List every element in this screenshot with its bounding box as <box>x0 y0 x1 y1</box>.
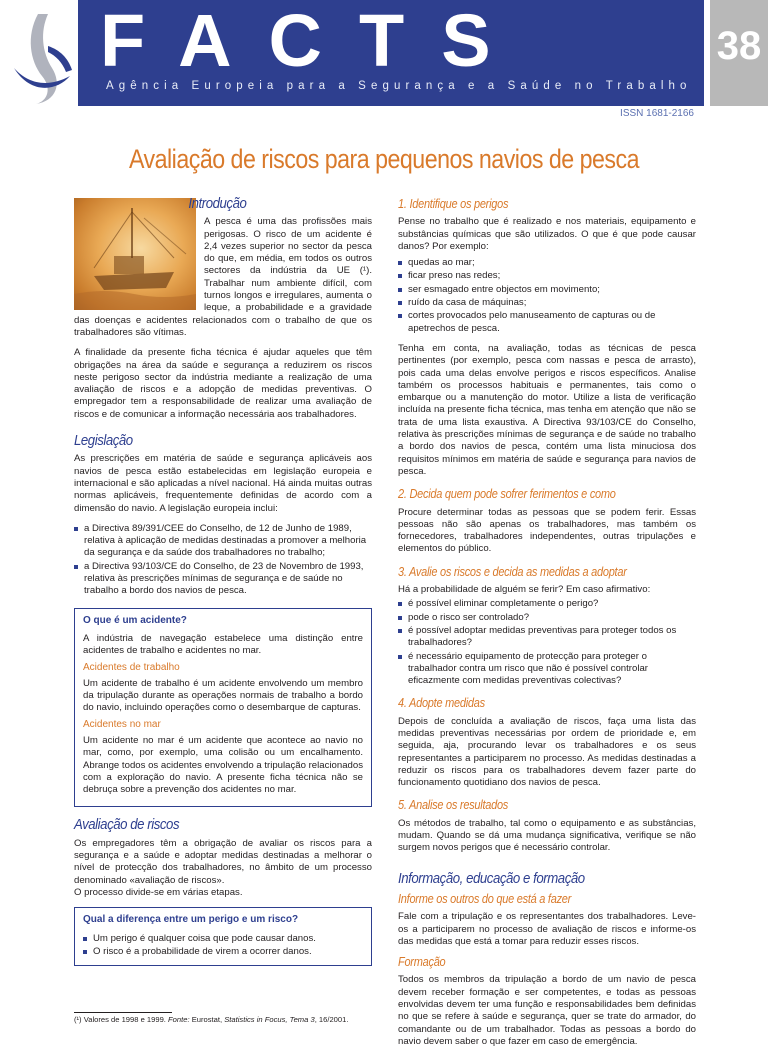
step-3-paragraph: Há a probabilidade de alguém se ferir? Em caso afirmativo: <box>398 584 651 596</box>
factsheet-number: 38 <box>716 24 762 68</box>
box-subheading: Acidentes no mar <box>83 718 161 730</box>
box-title: O que é um acidente? <box>83 614 187 626</box>
step-2-heading: 2. Decida quem pode sofrer ferimentos e como <box>398 487 616 502</box>
training-subheading: Formação <box>398 955 446 970</box>
risk-assessment-paragraph: O processo divide-se em várias etapas. <box>74 886 243 898</box>
box-title: Qual a diferença entre um perigo e um risco? <box>83 914 299 926</box>
bullet-icon <box>398 314 402 318</box>
hazard-risk-list <box>83 933 363 959</box>
inform-others-paragraph: Fale com a tripulação e os representantes dos trabalhadores. Leve-os a participarem no processo de avaliação de riscos e informe-os das medidas que está a tomar para reduzir esses riscos. <box>398 911 696 947</box>
bullet-icon <box>74 527 78 531</box>
step-2-paragraph: Procure determinar todas as pessoas que se podem ferir. Essas pessoas não são apenas os trabalhadores, mas também os fornecedores, trabalhadores independentes, outras tripulações e elementos do público. <box>398 506 696 555</box>
bullet-icon <box>398 629 402 633</box>
bullet-icon <box>83 950 87 954</box>
factsheet-number-box <box>710 0 768 106</box>
bullet-icon <box>398 261 402 265</box>
training-paragraph: Todos os membros da tripulação a bordo de um navio de pesca devem receber formação e ser competentes, e todas as pessoas envolvidas devem ter uma função e responsabilidades bem definidas no que se refere à saúde e segurança, quer se trate do armador, do comandante ou de um trabalhador. Todas as pessoas a bordo do navio devem saber o que fazer em caso de emergência. <box>398 974 696 1047</box>
information-heading: Informação, educação e formação <box>398 869 585 887</box>
bullet-icon <box>398 288 402 292</box>
list-item: ser esmagado entre objectos em movimento; <box>398 284 696 296</box>
box-subheading: Acidentes de trabalho <box>83 661 180 673</box>
banner-subtitle: Agência Europeia para a Segurança e a Saúde no Trabalho <box>106 80 692 92</box>
intro-paragraph-1: A pesca é uma das profissões mais perigosas. O risco de um acidente é 2,4 vezes superior no sector da pesca do que, em média, em todos os outros sectores da indústria da UE (¹). Trabalhar num ambiente difícil, com turnos longos e irregulares, aumenta o leque, a probabilidade e a gravidade das doenças e acidentes relacionados com o trabalho de que os trabalhadores são vítimas. <box>74 216 372 338</box>
step-4-paragraph: Depois de concluída a avaliação de riscos, faça uma lista das medidas preventivas necessárias por ordem de prioridade e, em seguida, aja, procurando levar os trabalhadores e os seus representantes a participarem no processo. As medidas destinadas a reduzir os riscos para os trabalhadores devem fazer parte do funcionamento quotidiano dos navios de pesca. <box>398 715 696 789</box>
hazard-risk-box <box>74 907 372 966</box>
right-column <box>398 198 696 1056</box>
fishing-boat-icon <box>74 198 196 310</box>
box-paragraph: Um acidente no mar é um acidente que acontece ao navio no mar, como, por exemplo, uma colisão ou um encalhamento. Abrange todos os acidentes envolvendo a tripulação relacionados com a exploração do navio. A presente ficha técnica não se debruça sobre a prevenção dos acidentes no mar. <box>83 734 364 796</box>
step-4-heading: 4. Adopte medidas <box>398 696 485 711</box>
fishing-boat-photo <box>74 198 196 310</box>
legislation-paragraph: As prescrições em matéria de saúde e segurança aplicáveis aos navios de pesca estão estabelecidas em legislação europeia e internacional e são aplicadas a nível nacional. Há ainda muitas outras normas aplicáveis, frequentemente definidas de acordo com a dimensão do navio. A legislação europeia inclui: <box>74 453 372 514</box>
agency-logo-icon <box>8 6 82 106</box>
box-paragraph: Um acidente de trabalho é um acidente envolvendo um membro da tripulação durante as operações normais de trabalho a bordo do navio, incluindo operações como o desembarque de capturas. <box>83 677 363 714</box>
bullet-icon <box>74 565 78 569</box>
box-paragraph: A indústria de navegação estabelece uma distinção entre acidentes de trabalho e acidentes no mar. <box>83 632 363 657</box>
legislation-heading: Legislação <box>74 432 133 450</box>
step-1-heading: 1. Identifique os perigos <box>398 197 509 211</box>
step-1-paragraph: Pense no trabalho que é realizado e nos materiais, equipamento e substâncias químicas que são utilizados. O que é que pode causar danos? Por exemplo: <box>398 216 696 252</box>
step-5-heading: 5. Analise os resultados <box>398 798 509 813</box>
list-item: a Directiva 89/391/CEE do Conselho, de 12 de Junho de 1989, relativa à aplicação de medidas destinadas a promover a melhoria da segurança e da saúde dos trabalhadores no trabalho; <box>74 523 372 560</box>
issn-label: ISSN 1681-2166 <box>620 108 694 119</box>
footnote-rule <box>74 1012 172 1013</box>
list-item: é necessário equipamento de protecção para proteger o trabalhador contra um risco que não é possível controlar eficazmente com medidas preventivas colectivas? <box>398 651 696 688</box>
list-item: ruído da casa de máquinas; <box>398 297 696 309</box>
banner-title: FACTS <box>100 0 528 82</box>
left-column <box>74 195 372 978</box>
bullet-icon <box>398 655 402 659</box>
legislation-list <box>74 523 372 598</box>
step-1-list <box>398 257 696 335</box>
bullet-icon <box>398 616 402 620</box>
list-item: cortes provocados pelo manuseamento de capturas ou de apetrechos de pesca. <box>398 310 696 335</box>
list-item: é possível eliminar completamente o perigo? <box>398 598 696 610</box>
intro-heading: Introdução <box>188 195 247 212</box>
list-item: é possível adoptar medidas preventivas para proteger todos os trabalhadores? <box>398 625 696 650</box>
step-5-paragraph: Os métodos de trabalho, tal como o equipamento e as substâncias, mudam. Quando se dá uma mudança significativa, verifique se não surgem novos perigos que é necessário controlar. <box>398 817 696 854</box>
step-1-paragraph: Tenha em conta, na avaliação, todas as técnicas de pesca pertinentes (por exemplo, pesca com nassas e pesca de arrasto), pois cada uma delas envolve perigos e riscos específicos. Analise também os processos habituais e permanentes, tais como o embarque ou a manutenção do motor. Utilize a lista de verificação incluída na presente ficha técnica, mas tenha em atenção que não se trata de uma lista exaustiva. A Directiva 93/103/CE do Conselho, relativa às prescrições mínimas de segurança e de saúde no trabalho a bordo dos navios de pesca, contém uma lista minuciosa dos requisitos mínimos em matéria de saúde e segurança para navios de pesca. <box>398 342 696 477</box>
risk-assessment-paragraph: Os empregadores têm a obrigação de avaliar os riscos para a segurança e a saúde e adoptar medidas destinadas a melhorar o nível de protecção dos trabalhadores, no âmbito de um processo denominado «avaliação de riscos». <box>74 837 372 886</box>
list-item: pode o risco ser controlado? <box>398 612 696 624</box>
risk-assessment-heading: Avaliação de riscos <box>74 816 180 834</box>
list-item: Um perigo é qualquer coisa que pode causar danos. <box>83 933 363 945</box>
list-item: O risco é a probabilidade de virem a ocorrer danos. <box>83 946 363 958</box>
bullet-icon <box>398 301 402 305</box>
list-item: a Directiva 93/103/CE do Conselho, de 23 de Novembro de 1993, relativa às prescrições mínimas de segurança e de saúde no trabalho a bordo dos navios de pesca. <box>74 561 372 598</box>
list-item: ficar preso nas redes; <box>398 270 696 282</box>
footnote: (¹) Valores de 1998 e 1999. Fonte: Eurostat, Statistics in Focus, Tema 3, 16/2001. <box>74 1015 349 1024</box>
list-item: quedas ao mar; <box>398 257 696 269</box>
intro-paragraph-2: A finalidade da presente ficha técnica é ajudar aqueles que têm obrigações na área da saúde e segurança a reduzirem os riscos neste perigoso sector da indústria mediante a realização de uma avaliação de riscos e a adopção de medidas preventivas. O empregador tem a responsabilidade de realizar uma avaliação de riscos e de comunicar a informação necessária aos trabalhadores. <box>74 347 372 420</box>
bullet-icon <box>398 602 402 606</box>
accident-definition-box <box>74 608 372 808</box>
page-title: Avaliação de riscos para pequenos navios de pesca <box>128 144 639 174</box>
bullet-icon <box>83 937 87 941</box>
inform-others-subheading: Informe os outros do que está a fazer <box>398 891 572 906</box>
step-3-list <box>398 598 696 687</box>
step-3-heading: 3. Avalie os riscos e decida as medidas a adoptar <box>398 564 627 579</box>
bullet-icon <box>398 274 402 278</box>
